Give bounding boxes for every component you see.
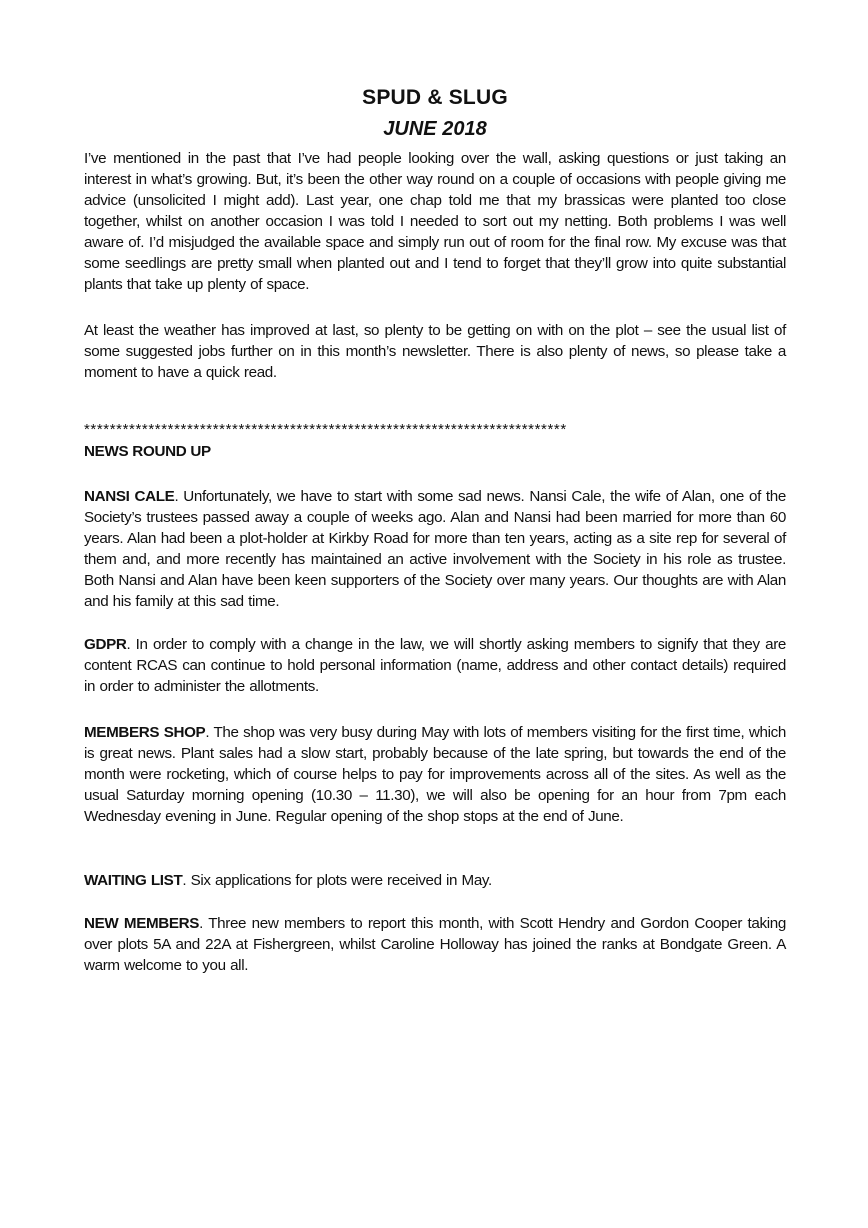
section-separator: ***************************************************************************	[84, 421, 567, 438]
news-item-waiting-list	[84, 870, 786, 891]
news-item-new-members	[84, 913, 786, 976]
news-item-heading: WAITING LIST	[84, 872, 183, 889]
news-item-heading: MEMBERS SHOP	[84, 724, 206, 741]
newsletter-date: JUNE 2018	[383, 118, 487, 140]
news-item-text: . In order to comply with a change in the law, we will shortly asking members to signify that they are content RCAS can continue to hold personal information (name, address and other contact details) required in order to administer the allotments.	[84, 636, 786, 695]
news-item-text: . Three new members to report this month, with Scott Hendry and Gordon Cooper taking over plots 5A and 22A at Fishergreen, whilst Caroline Holloway has joined the ranks at Bondgate Green. A warm welcome to you all.	[84, 915, 786, 974]
news-item-gdpr	[84, 634, 786, 697]
news-item-text: . Six applications for plots were received in May.	[182, 872, 492, 889]
news-item-nansi-cale	[84, 486, 786, 612]
section-heading-news: NEWS ROUND UP	[84, 443, 211, 460]
intro-paragraph-2: At least the weather has improved at last, so plenty to be getting on with on the plot – see the usual list of some suggested jobs further on in this month’s newsletter. There is also plenty of news, so please take a moment to have a quick read.	[84, 322, 786, 381]
news-item-heading: GDPR	[84, 636, 127, 653]
news-item-members-shop	[84, 722, 786, 827]
news-item-text: . Unfortunately, we have to start with some sad news. Nansi Cale, the wife of Alan, one of the Society’s trustees passed away a couple of weeks ago. Alan and Nansi had been married for more than 60 years. Alan had been a plot-holder at Kirkby Road for more than ten years, acting as a site rep for several of them and, and more recently has maintained an active involvement with the Society in his role as trustee. Both Nansi and Alan have been keen supporters of the Society over many years. Our thoughts are with Alan and his family at this sad time.	[84, 488, 786, 610]
intro-paragraph-1: I’ve mentioned in the past that I’ve had people looking over the wall, asking questions or just taking an interest in what’s growing. But, it’s been the other way round on a couple of occasions with people giving me advice (unsolicited I might add). Last year, one chap told me that my brassicas were planted too close together, whilst on another occasion I was told I needed to sort out my netting. Both problems I was well aware of. I’d misjudged the available space and simply run out of room for the final row. My excuse was that some seedlings are pretty small when planted out and I tend to forget that they’ll grow into quite substantial plants that take up plenty of space.	[84, 150, 786, 293]
news-item-text: . The shop was very busy during May with lots of members visiting for the first time, which is great news. Plant sales had a slow start, probably because of the late spring, but towards the end of the month were rocketing, which of course helps to pay for improvements across all of the sites. As well as the usual Saturday morning opening (10.30 – 11.30), we will also be opening for an hour from 7pm each Wednesday evening in June. Regular opening of the shop stops at the end of June.	[84, 724, 786, 825]
newsletter-title: SPUD & SLUG	[362, 86, 508, 109]
news-item-heading: NANSI CALE	[84, 488, 175, 505]
news-item-heading: NEW MEMBERS	[84, 915, 200, 932]
